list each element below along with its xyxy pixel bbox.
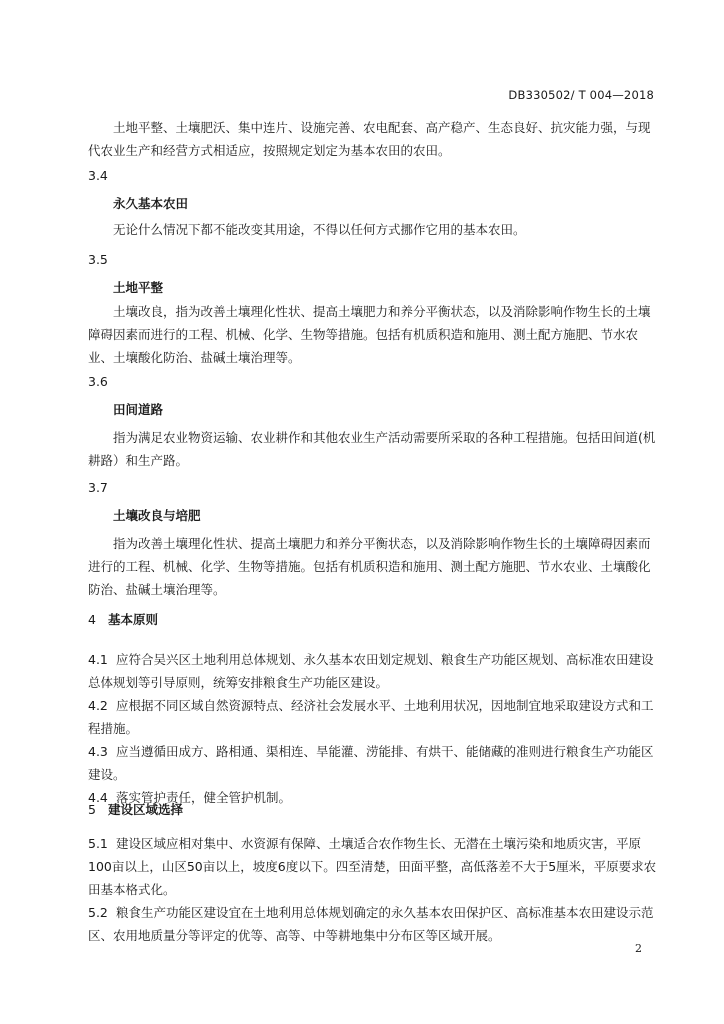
term-text: 土壤改良，指为改善土壤理化性状、提高土壤肥力和养分平衡状态，以及消除影响作物生长的土壤障碍因素而进行的工程、机械、化学、生物等措施。包括有机质积造和施用、测土配方施肥、节水农业、土壤酸化防治、盐碱土壤治理等。 xyxy=(88,304,651,365)
clause xyxy=(88,832,658,901)
term-title: 田间道路 xyxy=(113,402,164,417)
term-definition xyxy=(88,218,658,241)
page-number: 2 xyxy=(635,942,642,955)
clause-text: 应符合吴兴区土地利用总体规划、永久基本农田划定规划、粮食生产功能区规划、高标准农田建设总体规划等引导原则，统筹安排粮食生产功能区建设。 xyxy=(88,652,654,690)
term-number: 3.7 xyxy=(88,480,108,495)
term-title: 土地平整 xyxy=(113,280,164,295)
term-number: 3.5 xyxy=(88,252,108,267)
clause-number: 4.4 xyxy=(88,790,108,805)
term-number: 3.4 xyxy=(88,168,108,183)
clause-text: 应当遵循田成方、路相通、渠相连、旱能灌、涝能排、有烘干、能储藏的准则进行粮食生产功能区建设。 xyxy=(88,744,654,782)
clause-text: 落实管护责任，健全管护机制。 xyxy=(116,790,292,805)
clause xyxy=(88,740,658,786)
intro-text: 土地平整、土壤肥沃、集中连片、设施完善、农电配套、高产稳产、生态良好、抗灾能力强，与现代农业生产和经营方式相适应，按照规定划定为基本农田的农田。 xyxy=(88,120,651,158)
section-number: 4 xyxy=(88,612,96,627)
term-text: 指为改善土壤理化性状、提高土壤肥力和养分平衡状态，以及消除影响作物生长的土壤障碍因素而进行的工程、机械、化学、生物等措施。包括有机质积造和施用、测土配方施肥、节水农业、土壤酸化防治、盐碱土壤治理等。 xyxy=(88,536,651,597)
term-title: 永久基本农田 xyxy=(113,196,189,211)
section-title: 建设区域选择 xyxy=(108,802,184,817)
clause-number: 4.3 xyxy=(88,744,108,759)
section-number: 5 xyxy=(88,802,96,817)
clause-number: 5.1 xyxy=(88,836,108,851)
term-title: 土壤改良与培肥 xyxy=(113,508,201,523)
section-title: 基本原则 xyxy=(108,612,159,627)
term-text: 指为满足农业物资运输、农业耕作和其他农业生产活动需要所采取的各种工程措施。包括田间道(机耕路）和生产路。 xyxy=(88,430,656,468)
intro-paragraph xyxy=(88,116,658,162)
clause xyxy=(88,694,658,740)
document-code: DB330502/ T 004—2018 xyxy=(508,88,654,102)
clause-text: 应根据不同区域自然资源特点、经济社会发展水平、土地利用状况，因地制宜地采取建设方式和工程措施。 xyxy=(88,698,654,736)
clause-number: 4.2 xyxy=(88,698,108,713)
term-definition xyxy=(88,532,658,601)
section-clauses xyxy=(88,832,658,947)
term-definition xyxy=(88,426,658,472)
clause-number: 5.2 xyxy=(88,905,108,920)
section-heading xyxy=(88,800,183,818)
section-heading xyxy=(88,610,158,628)
clause-text: 建设区域应相对集中、水资源有保障、土壤适合农作物生长、无潜在土壤污染和地质灾害，平原100亩以上，山区50亩以上，坡度6度以下。四至清楚，田面平整，高低落差不大于5厘米，平原要求农田基本格式化。 xyxy=(88,836,657,897)
clause xyxy=(88,648,658,694)
clause-text: 粮食生产功能区建设宜在土地利用总体规划确定的永久基本农田保护区、高标准基本农田建设示范区、农用地质量分等评定的优等、高等、中等耕地集中分布区等区域开展。 xyxy=(88,905,654,943)
clause xyxy=(88,901,658,947)
clause-number: 4.1 xyxy=(88,652,108,667)
section-clauses xyxy=(88,648,658,809)
term-number: 3.6 xyxy=(88,374,108,389)
term-definition xyxy=(88,300,658,369)
term-text: 无论什么情况下都不能改变其用途，不得以任何方式挪作它用的基本农田。 xyxy=(113,222,526,237)
